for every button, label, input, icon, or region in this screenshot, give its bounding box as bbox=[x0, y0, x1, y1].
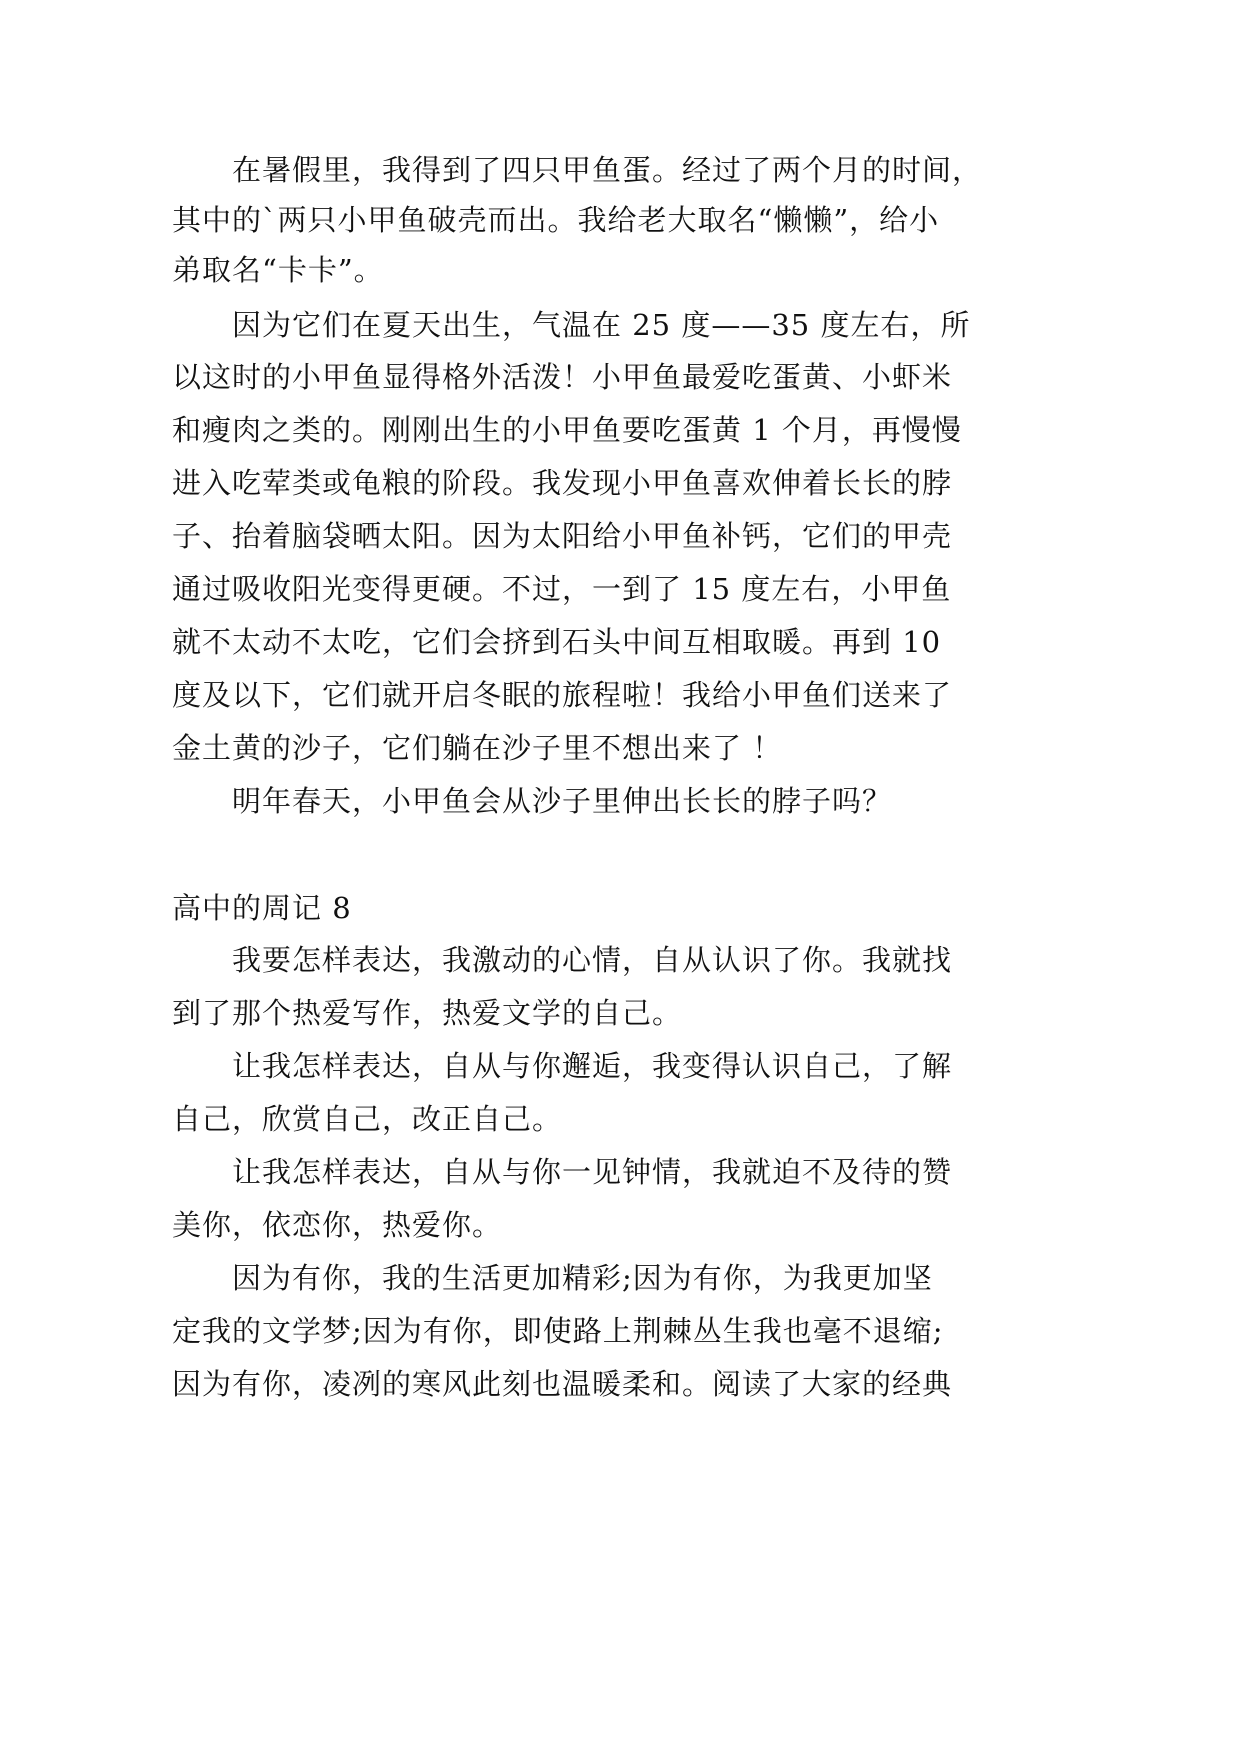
text-line: 度及以下，它们就开启冬眠的旅程啦！我给小甲鱼们送来了 bbox=[172, 678, 953, 712]
text-line: 金土黄的沙子，它们躺在沙子里不想出来了 ！ bbox=[172, 731, 783, 765]
text-line: 子、抬着脑袋晒太阳。因为太阳给小甲鱼补钙，它们的甲壳 bbox=[172, 519, 953, 553]
text-line: 美你，依恋你，热爱你。 bbox=[172, 1208, 503, 1242]
text-line: 让我怎样表达，自从与你邂逅，我变得认识自己，了解 bbox=[232, 1049, 953, 1083]
text-line: 通过吸收阳光变得更硬。不过，一到了 15 度左右，小甲鱼 bbox=[172, 572, 952, 606]
text-line: 我要怎样表达，我激动的心情，自从认识了你。我就找 bbox=[232, 943, 953, 977]
text-line: 因为有你，凌冽的寒风此刻也温暖柔和。阅读了大家的经典 bbox=[172, 1367, 953, 1401]
text-line: 到了那个热爱写作，热爱文学的自己。 bbox=[172, 996, 683, 1030]
text-line: 就不太动不太吃，它们会挤到石头中间互相取暖。再到 10 bbox=[172, 625, 942, 659]
essay-title: 高中的周记 8 bbox=[172, 891, 352, 925]
text-line: 进入吃荤类或龟粮的阶段。我发现小甲鱼喜欢伸着长长的脖 bbox=[172, 466, 953, 500]
text-line: 让我怎样表达，自从与你一见钟情，我就迫不及待的赞 bbox=[232, 1155, 953, 1189]
text-line: 因为有你，我的生活更加精彩;因为有你，为我更加坚 bbox=[232, 1261, 933, 1295]
text-line: 定我的文学梦;因为有你，即使路上荆棘丛生我也毫不退缩; bbox=[172, 1314, 944, 1348]
text-line: 其中的`两只小甲鱼破壳而出。我给老大取名“懒懒”，给小 bbox=[172, 203, 940, 237]
text-line: 因为它们在夏天出生，气温在 25 度——35 度左右，所 bbox=[232, 308, 971, 342]
text-line: 在暑假里，我得到了四只甲鱼蛋。经过了两个月的时间， bbox=[232, 153, 983, 187]
text-line: 和瘦肉之类的。刚刚出生的小甲鱼要吃蛋黄 1 个月，再慢慢 bbox=[172, 413, 962, 447]
text-line: 以这时的小甲鱼显得格外活泼！小甲鱼最爱吃蛋黄、小虾米 bbox=[172, 360, 953, 394]
text-line: 弟取名“卡卡”。 bbox=[172, 253, 384, 287]
text-line: 明年春天，小甲鱼会从沙子里伸出长长的脖子吗？ bbox=[232, 784, 893, 818]
text-line: 自己，欣赏自己，改正自己。 bbox=[172, 1102, 563, 1136]
